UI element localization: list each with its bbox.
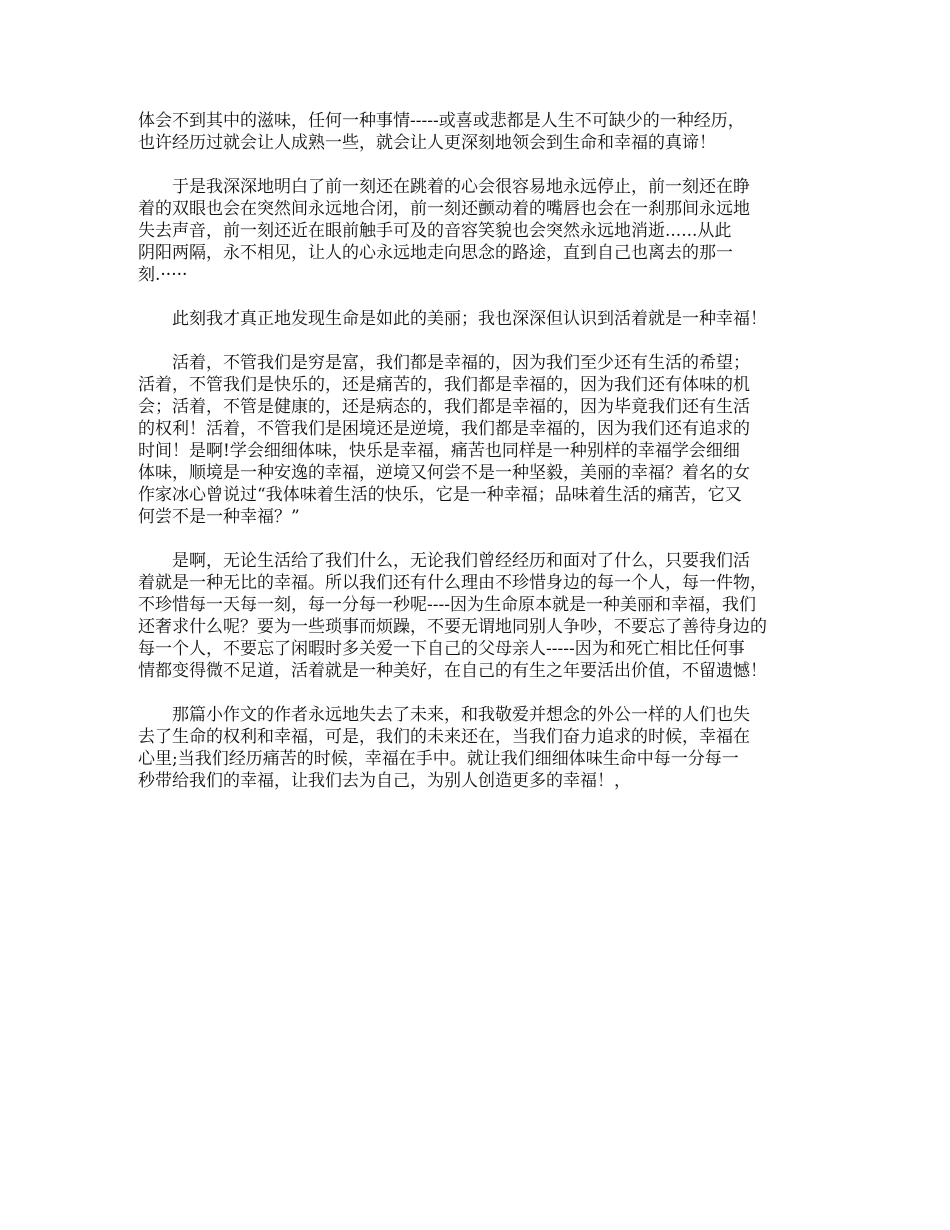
text-line: 时间！是啊!学会细细体味，快乐是幸福，痛苦也同样是一种别样的幸福学会细细 [138,441,740,461]
text-line: 的权利！活着，不管我们是困境还是逆境，我们都是幸福的，因为我们还有追求的 [138,419,750,439]
text-line: 活着，不管我们是穷是富，我们都是幸福的，因为我们至少还有生活的希望； [138,353,750,373]
text-line: 是啊，无论生活给了我们什么，无论我们曾经经历和面对了什么，只要我们活 [138,551,750,571]
text-line: 会；活着，不管是健康的，还是病态的，我们都是幸福的，因为毕竟我们还有生活 [138,397,750,417]
text-line: 心里;当我们经历痛苦的时候，幸福在手中。就让我们细细体味生命中每一分每一 [138,749,739,769]
text-line: 体会不到其中的滋味，任何一种事情-----或喜或悲都是人生不可缺少的一种经历， [138,111,745,131]
text-line: 何尝不是一种幸福？” [138,507,300,527]
text-line: 刻.····· [138,265,188,285]
text-line: 也许经历过就会让人成熟一些，就会让人更深刻地领会到生命和幸福的真谛！ [138,133,716,153]
text-line: 失去声音，前一刻还近在眼前触手可及的音容笑貌也会突然永远地消逝......从此 [138,221,732,241]
paragraph-1 [138,110,828,154]
text-line: 秒带给我们的幸福，让我们去为自己，为别人创造更多的幸福！， [138,771,631,791]
paragraph-2 [138,176,828,286]
text-line: 那篇小作文的作者永远地失去了未来，和我敬爱并想念的外公一样的人们也失 [138,705,750,725]
paragraph-5 [138,550,828,682]
text-line: 去了生命的权利和幸福，可是，我们的未来还在，当我们奋力追求的时候，幸福在 [138,727,750,747]
text-line: 还奢求什么呢？要为一些琐事而烦躁，不要无谓地同别人争吵，不要忘了善待身边的 [138,617,767,637]
document-body [138,110,828,814]
text-line: 此刻我才真正地发现生命是如此的美丽；我也深深但认识到活着就是一种幸福！ [138,309,767,329]
text-line: 活着，不管我们是快乐的，还是痛苦的，我们都是幸福的，因为我们还有体味的机 [138,375,750,395]
text-line: 情都变得微不足道，活着就是一种美好，在自己的有生之年要活出价值，不留遗憾！ [138,661,767,681]
text-line: 不珍惜每一天每一刻，每一分每一秒呢----因为生命原本就是一种美丽和幸福，我们 [138,595,756,615]
text-line: 阴阳两隔，永不相见，让人的心永远地走向思念的路途，直到自己也离去的那一 [138,243,733,263]
paragraph-6 [138,704,828,792]
text-line: 着的双眼也会在突然间永远地合闭，前一刻还颤动着的嘴唇也会在一刹那间永远地 [138,199,750,219]
paragraph-4 [138,352,828,528]
paragraph-3 [138,308,828,330]
text-line: 体味，顺境是一种安逸的幸福，逆境又何尝不是一种坚毅，美丽的幸福？着名的女 [138,463,750,483]
text-line: 着就是一种无比的幸福。所以我们还有什么理由不珍惜身边的每一个人，每一件物， [138,573,767,593]
text-line: 于是我深深地明白了前一刻还在跳着的心会很容易地永远停止，前一刻还在睁 [138,177,750,197]
text-line: 作家冰心曾说过“我体味着生活的快乐，它是一种幸福；品味着生活的痛苦，它又 [138,485,742,505]
text-line: 每一个人，不要忘了闲暇时多关爱一下自己的父母亲人-----因为和死亡相比任何事 [138,639,745,659]
